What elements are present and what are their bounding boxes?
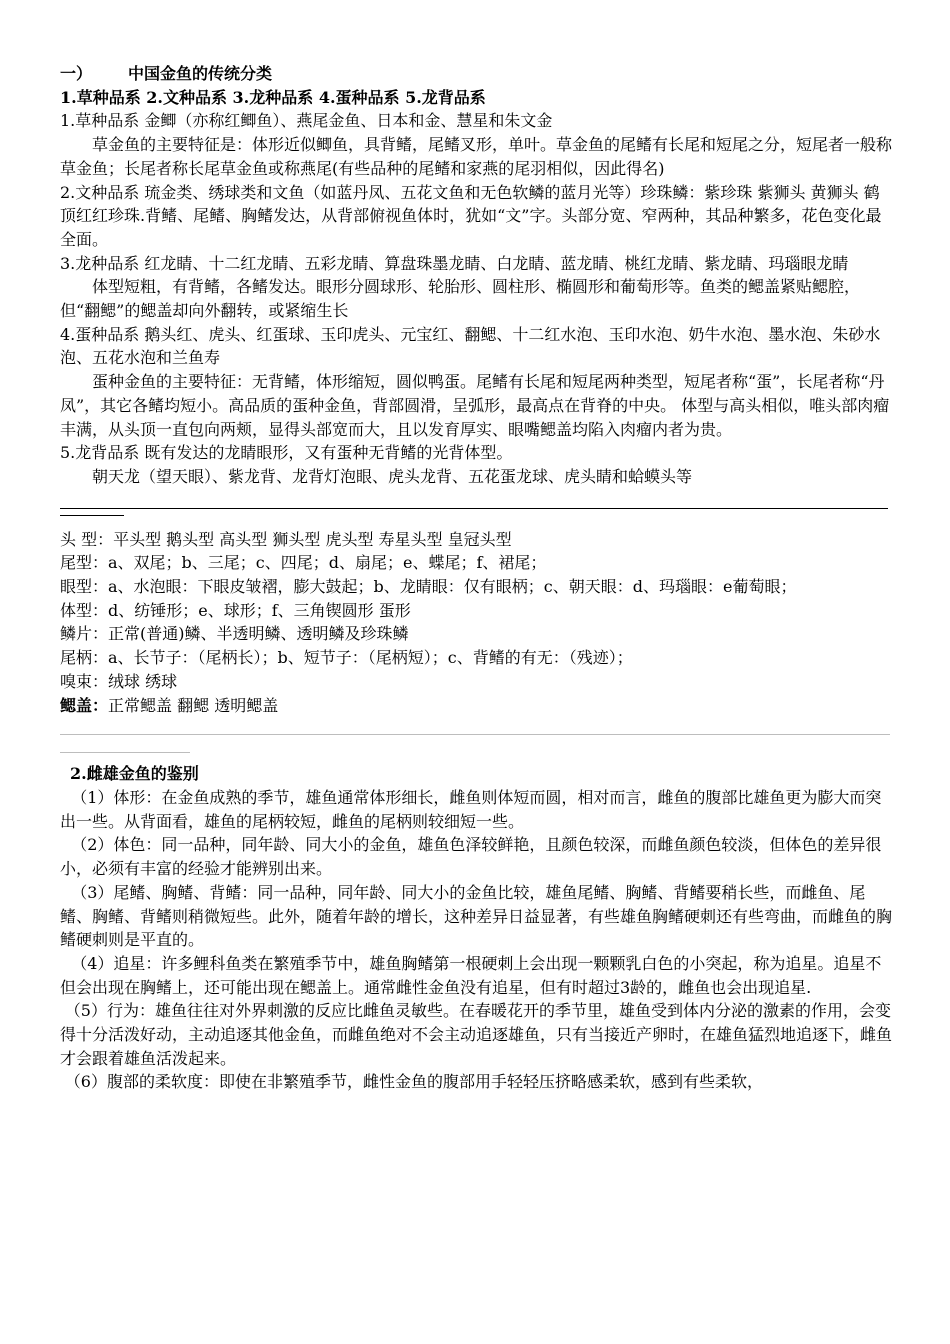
feature-text: 正常鳃盖 翻鳃 透明鳃盖 bbox=[108, 695, 279, 715]
feature-label: 鳃盖： bbox=[60, 695, 109, 715]
feature-label: 头 型： bbox=[60, 529, 114, 549]
sex-item-body-shape: （1）体形：在金鱼成熟的季节，雄鱼通常体形细长，雌鱼则体短而圆，相对而言，雌鱼的腹部比雄鱼更为膨大而突出一些。从背面看，雄鱼的尾柄较短，雌鱼的尾柄则较细短一些。 bbox=[60, 787, 882, 831]
separator-line-short bbox=[60, 752, 190, 753]
section-4-body: 蛋种金鱼的主要特征：无背鳍，体形缩短，圆似鸭蛋。尾鳍有长尾和短尾两种类型，短尾者称“蛋”，长尾者称“丹凤”，其它各鳍均短小。高品质的蛋种金鱼，背部圆滑，呈弧形，最高点在背脊的中央。 体型与高头相似，唯头部肉瘤丰满，从头顶一直包向两颊，显得头部宽而大，且以发育厚实、眼嘴鳃盖均陷入肉瘤内者为贵。 bbox=[60, 372, 890, 439]
feature-text: 平头型 鹅头型 高头型 狮头型 虎头型 寿星头型 皇冠头型 bbox=[113, 529, 512, 549]
systems-summary: 1.草种品系 2.文种品系 3.龙种品系 4.蛋种品系 5.龙背品系 bbox=[60, 87, 486, 107]
sex-item-body-color: （2）体色：同一品种，同年龄、同大小的金鱼，雄鱼色泽较鲜艳，且颜色较深，而雌鱼颜色较淡，但体色的差异很小，必须有丰富的经验才能辨别出来。 bbox=[60, 835, 882, 879]
section-heading bbox=[60, 62, 895, 86]
feature-text: a、双尾；b、三尾；c、四尾；d、扇尾；e、蝶尾；f、裙尾； bbox=[108, 553, 547, 573]
feature-eye-shape bbox=[60, 575, 895, 599]
feature-text: a、长节子：（尾柄长）；b、短节子：（尾柄短）；c、背鳍的有无：（残迹）； bbox=[108, 648, 633, 668]
feature-nasal bbox=[60, 670, 895, 694]
section-3-head: 3.龙种品系 红龙睛、十二红龙睛、五彩龙睛、算盘珠墨龙睛、白龙睛、蓝龙睛、桃红龙睛、紫龙睛、玛瑙眼龙睛 bbox=[60, 253, 849, 273]
section-4-head: 4.蛋种品系 鹅头红、虎头、红蛋球、玉印虎头、元宝红、翻鳃、十二红水泡、玉印水泡、奶牛水泡、墨水泡、朱砂水泡、五花水泡和兰鱼寿 bbox=[60, 324, 881, 368]
feature-tail-stalk bbox=[60, 646, 895, 670]
feature-label: 嗅束： bbox=[60, 671, 109, 691]
feature-scales bbox=[60, 622, 895, 646]
feature-head-shape bbox=[60, 528, 895, 552]
feature-label: 体型： bbox=[60, 600, 109, 620]
heading-number: 一） bbox=[60, 64, 93, 83]
horizontal-rule-short bbox=[60, 515, 124, 516]
feature-body-shape bbox=[60, 599, 895, 623]
sex-item-behavior: （5）行为：雄鱼往往对外界刺激的反应比雌鱼灵敏些。在春暖花开的季节里，雄鱼受到体内分泌的激素的作用，会变得十分活泼好动，主动追逐其他金鱼，而雌鱼绝对不会主动追逐雄鱼，只有当接近产卵时，在雄鱼猛烈地追逐下，雌鱼才会跟着雄鱼活泼起来。 bbox=[60, 1001, 893, 1068]
sex-item-tubercles: （4）追星：许多鲤科鱼类在繁殖季节中，雄鱼胸鳍第一根硬刺上会出现一颗颗乳白色的小突起，称为追星。追星不但会出现在胸鳍上，还可能出现在鳃盖上。通常雌性金鱼没有追星，但有时超过3龄的，雌鱼也会出现追星. bbox=[60, 953, 882, 997]
horizontal-rule bbox=[60, 491, 888, 509]
feature-text: a、水泡眼：下眼皮皱褶，膨大鼓起；b、龙睛眼：仅有眼柄；c、朝天眼：d、玛瑙眼：e葡萄眼； bbox=[108, 577, 797, 597]
feature-tail-shape bbox=[60, 551, 895, 575]
heading-title: 中国金鱼的传统分类 bbox=[128, 64, 273, 83]
section-1-head: 1.草种品系 金鲫（亦称红鲫鱼）、燕尾金鱼、日本和金、慧星和朱文金 bbox=[60, 111, 553, 131]
feature-gill-cover bbox=[60, 694, 895, 718]
section-3-body: 体型短粗，有背鳍，各鳍发达。眼形分圆球形、轮胎形、圆柱形、椭圆形和葡萄形等。鱼类的鳃盖紧贴鳃腔，但“翻鳃”的鳃盖却向外翻转，或紧缩生长 bbox=[60, 277, 861, 321]
section-5-body: 朝天龙（望天眼）、紫龙背、龙背灯泡眼、虎头龙背、五花蛋龙球、虎头睛和蛤蟆头等 bbox=[92, 466, 693, 486]
feature-label: 鳞片： bbox=[60, 624, 109, 644]
sex-item-fins: （3）尾鳍、胸鳍、背鳍：同一品种，同年龄、同大小的金鱼比较，雄鱼尾鳍、胸鳍、背鳍要稍长些，而雌鱼、尾鳍、胸鳍、背鳍则稍微短些。此外，随着年龄的增长，这种差异日益显著，有些雄鱼胸鳍硬刺还有些弯曲，而雌鱼的胸鳍硬刺则是平直的。 bbox=[60, 882, 893, 950]
feature-label: 尾型： bbox=[60, 553, 109, 573]
sex-item-abdomen: （6）腹部的柔软度：即使在非繁殖季节，雌性金鱼的腹部用手轻轻压挤略感柔软，感到有些柔软， bbox=[64, 1072, 763, 1092]
feature-text: 正常(普通)鳞、半透明鳞、透明鳞及珍珠鳞 bbox=[108, 624, 409, 644]
document-page bbox=[60, 62, 895, 1094]
feature-text: 绒球 绣球 bbox=[108, 671, 178, 691]
section-2-head: 2.文种品系 琉金类、绣球类和文鱼（如蓝丹凤、五花文鱼和无色软鳞的蓝月光等）珍珠鳞：紫珍珠 紫狮头 黄狮头 鹤顶红红珍珠.背鳍、尾鳍、胸鳍发达，从背部俯视鱼体时，犹如“文”字。头部分宽、窄两种，其品种繁多，花色变化最全面。 bbox=[60, 182, 882, 249]
section-2-title: 2.雌雄金鱼的鉴别 bbox=[70, 764, 199, 784]
section-5-head: 5.龙背品系 既有发达的龙睛眼形，又有蛋种无背鳍的光背体型。 bbox=[60, 443, 513, 463]
feature-text: d、纺锤形；e、球形；f、三角锲圆形 蛋形 bbox=[108, 600, 411, 620]
feature-label: 眼型： bbox=[60, 577, 109, 597]
separator-line bbox=[60, 734, 890, 735]
section-1-body: 草金鱼的主要特征是：体形近似鲫鱼，具背鳍，尾鳍叉形，单叶。草金鱼的尾鳍有长尾和短尾之分，短尾者一般称草金鱼；长尾者称长尾草金鱼或称燕尾(有些品种的尾鳍和家燕的尾羽相似，因此得名) bbox=[60, 135, 893, 178]
feature-label: 尾柄： bbox=[60, 648, 109, 668]
